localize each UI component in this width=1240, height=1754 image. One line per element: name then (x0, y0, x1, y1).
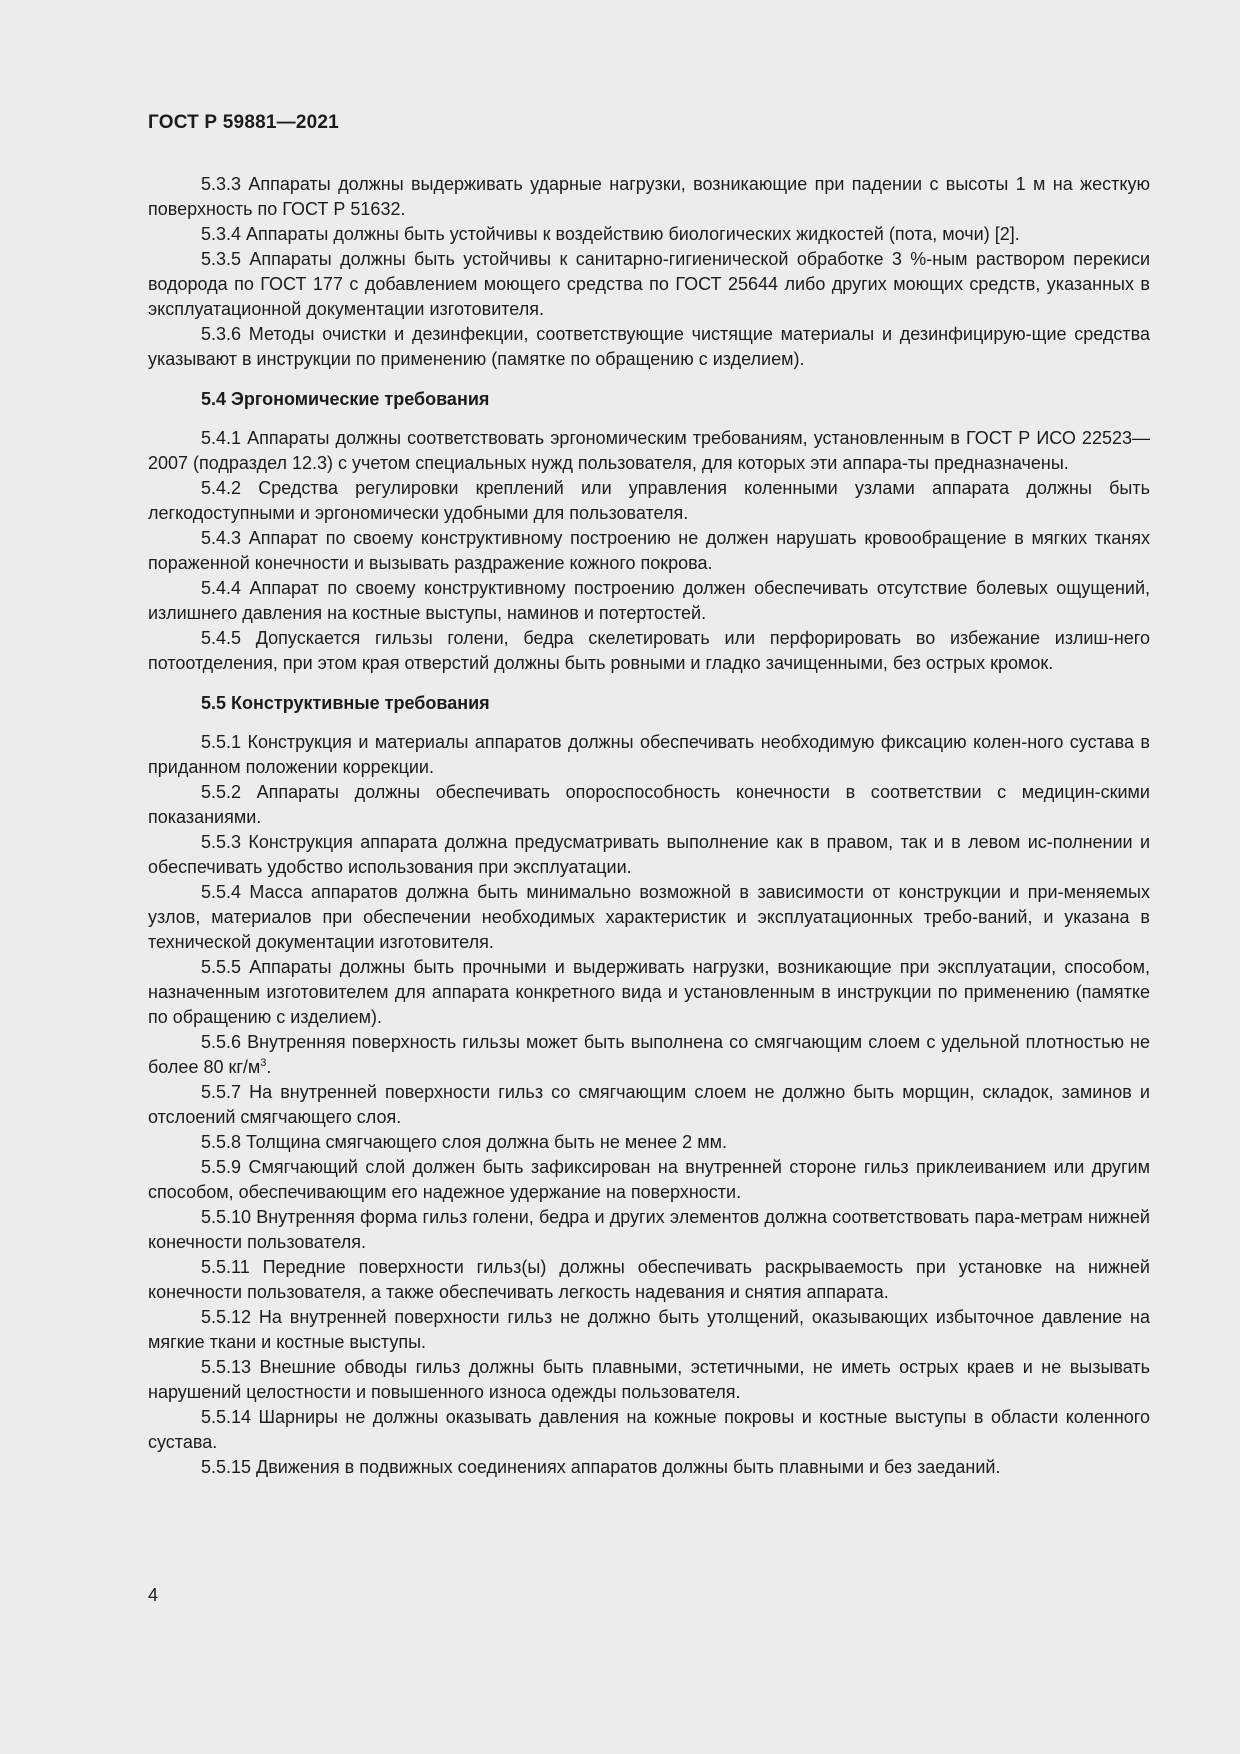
section-heading: 5.5 Конструктивные требования (201, 693, 490, 713)
clause-paragraph: 5.4.4 Аппарат по своему конструктивному построению должен обеспечивать отсутствие болевых ощущений, излишнего давления на костные выступы, наминов и потертостей. (148, 578, 1150, 623)
clause-paragraph: 5.5.13 Внешние обводы гильз должны быть плавными, эстетичными, не иметь острых краев и не вызывать нарушений целостности и повышенного износа одежды пользователя. (148, 1357, 1150, 1402)
clause-paragraph: 5.5.2 Аппараты должны обеспечивать опороспособность конечности в соответствии с медицин-скими показаниями. (148, 782, 1150, 827)
clause-paragraph: 5.4.2 Средства регулировки креплений или управления коленными узлами аппарата должны быть легкодоступными и эргономически удобными для пользователя. (148, 478, 1150, 523)
clause-paragraph: 5.3.3 Аппараты должны выдерживать ударные нагрузки, возникающие при падении с высоты 1 м на жесткую поверхность по ГОСТ Р 51632. (148, 174, 1150, 219)
clause-paragraph: 5.5.3 Конструкция аппарата должна предусматривать выполнение как в правом, так и в левом ис-полнении и обеспечивать удобство использования при эксплуатации. (148, 832, 1150, 877)
clause-paragraph: 5.4.1 Аппараты должны соответствовать эргономическим требованиям, установленным в ГОСТ Р ИСО 22523—2007 (подраздел 12.3) с учетом специальных нужд пользователя, для которых эти аппара-ты предназначены. (148, 428, 1150, 473)
clause-paragraph: 5.5.14 Шарниры не должны оказывать давления на кожные покровы и костные выступы в области коленного сустава. (148, 1407, 1150, 1452)
clause-paragraph: 5.4.3 Аппарат по своему конструктивному построению не должен нарушать кровообращение в мягких тканях пораженной конечности и вызывать раздражение кожного покрова. (148, 528, 1150, 573)
clause-paragraph: 5.5.5 Аппараты должны быть прочными и выдерживать нагрузки, возникающие при эксплуатации, способом, назначенным изготовителем для аппарата конкретного вида и установленным в инструкции по применению (памятке по обращению с изделием). (148, 957, 1150, 1027)
clause-paragraph: 5.5.12 На внутренней поверхности гильз не должно быть утолщений, оказывающих избыточное давление на мягкие ткани и костные выступы. (148, 1307, 1150, 1352)
clause-paragraph: 5.5.9 Смягчающий слой должен быть зафиксирован на внутренней стороне гильз приклеиванием или другим способом, обеспечивающим его надежное удержание на поверхности. (148, 1157, 1150, 1202)
clause-paragraph: 5.5.8 Толщина смягчающего слоя должна быть не менее 2 мм. (201, 1132, 727, 1152)
clause-paragraph: 5.3.4 Аппараты должны быть устойчивы к воздействию биологических жидкостей (пота, мочи) [2]. (201, 224, 1020, 244)
clause-paragraph: 5.5.7 На внутренней поверхности гильз со смягчающим слоем не должно быть морщин, складок, заминов и отслоений смягчающего слоя. (148, 1082, 1150, 1127)
clause-paragraph: 5.5.11 Передние поверхности гильз(ы) должны обеспечивать раскрываемость при установке на нижней конечности пользователя, а также обеспечивать легкость надевания и снятия аппарата. (148, 1257, 1150, 1302)
document-body (148, 172, 1150, 1480)
clause-paragraph: 5.3.5 Аппараты должны быть устойчивы к санитарно-гигиенической обработке 3 %-ным раствором перекиси водорода по ГОСТ 177 с добавлением моющего средства по ГОСТ 25644 либо других моющих средств, указанных в эксплуатационной документации изготовителя. (148, 249, 1150, 319)
clause-paragraph: 5.5.1 Конструкция и материалы аппаратов должны обеспечивать необходимую фиксацию колен-ного сустава в приданном положении коррекции. (148, 732, 1150, 777)
section-heading: 5.4 Эргономические требования (201, 389, 490, 409)
clause-paragraph: 5.5.4 Масса аппаратов должна быть минимально возможной в зависимости от конструкции и при-меняемых узлов, материалов при обеспечении необходимых характеристик и эксплуатационных требо-ваний, и указана в технической документации изготовителя. (148, 882, 1150, 952)
superscript: 3 (260, 1057, 267, 1069)
clause-paragraph: 5.5.15 Движения в подвижных соединениях аппаратов должны быть плавными и без заеданий. (201, 1457, 1001, 1477)
page-number: 4 (148, 1585, 159, 1605)
document-id-header: ГОСТ Р 59881—2021 (148, 112, 339, 133)
clause-paragraph: 5.3.6 Методы очистки и дезинфекции, соответствующие чистящие материалы и дезинфицирую-щие средства указывают в инструкции по применению (памятке по обращению с изделием). (148, 324, 1150, 369)
clause-paragraph: 5.5.6 Внутренняя поверхность гильзы может быть выполнена со смягчающим слоем с удельной плотностью не более 80 $кг/м^3$. (148, 1032, 1150, 1077)
clause-paragraph: 5.4.5 Допускается гильзы голени, бедра скелетировать или перфорировать во избежание излиш-него потоотделения, при этом края отверстий должны быть ровными и гладко зачищенными, без острых кромок. (148, 628, 1150, 673)
clause-paragraph: 5.5.10 Внутренняя форма гильз голени, бедра и других элементов должна соответствовать пара-метрам нижней конечности пользователя. (148, 1207, 1150, 1252)
